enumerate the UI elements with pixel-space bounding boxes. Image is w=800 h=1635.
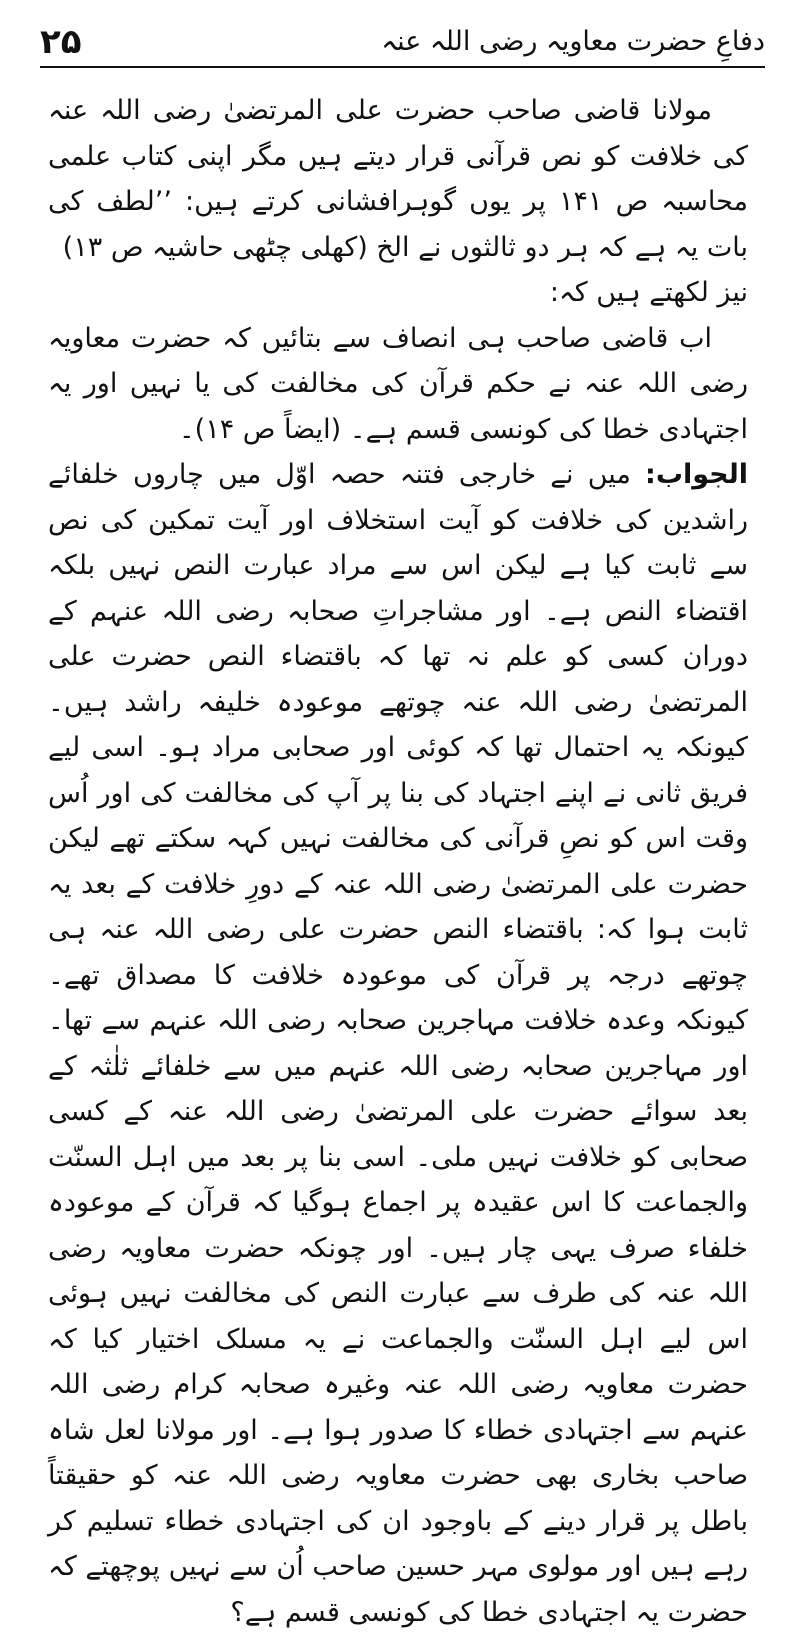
- answer-label: الجواب:: [645, 459, 748, 490]
- running-title: دفاعِ حضرت معاویہ رضی اللہ عنہ: [381, 26, 765, 57]
- page-body: [48, 88, 748, 1628]
- page-number: ۵۲: [40, 22, 82, 62]
- answer-text: میں نے خارجی فتنہ حصہ اوّل میں چاروں خلفائے راشدین کی خلافت کو آیت استخلاف اور آیت تمکین کی نص سے ثابت کیا ہے لیکن اس سے مراد عبارت النص نہیں بلکہ اقتضاء النص ہے۔ اور مشاجراتِ صحابہ رضی اللہ عنہم کے دوران کسی کو علم نہ تھا کہ باقتضاء النص حضرت علی المرتضیٰ رضی اللہ عنہ چوتھے موعودہ خلیفہ راشد ہیں۔ کیونکہ یہ احتمال تھا کہ کوئی اور صحابی مراد ہو۔ اسی لیے فریق ثانی نے اپنے اجتہاد کی بنا پر آپ کی مخالفت کی اور اُس وقت اس کو نصِ قرآنی کی مخالفت نہیں کہہ سکتے تھے لیکن حضرت علی المرتضیٰ رضی اللہ عنہ کے دورِ خلافت کے بعد یہ ثابت ہوا کہ: باقتضاء النص حضرت علی رضی اللہ عنہ ہی چوتھے درجہ پر قرآن کی موعودہ خلافت کا مصداق تھے۔ کیونکہ وعدہ خلافت مہاجرین صحابہ رضی اللہ عنہم سے تھا۔ اور مہاجرین صحابہ رضی اللہ عنہم میں سے خلفائے ثلٰثہ کے بعد سوائے حضرت علی المرتضیٰ رضی اللہ عنہ کے کسی صحابی کو خلافت نہیں ملی۔ اسی بنا پر بعد میں اہل السنّت والجماعت کا اس عقیدہ پر اجماع ہوگیا کہ قرآن کے موعودہ خلفاء صرف یہی چار ہیں۔ اور چونکہ حضرت معاویہ رضی اللہ عنہ کی طرف سے عبارت النص کی مخالفت نہیں ہوئی اس لیے اہل السنّت والجماعت نے یہ مسلک اختیار کیا کہ حضرت معاویہ رضی اللہ عنہ وغیرہ صحابہ کرام رضی اللہ عنہم سے اجتہادی خطاء کا صدور ہوا ہے۔ اور مولانا لعل شاہ صاحب بخاری بھی حضرت معاویہ رضی اللہ عنہ کو حقیقتاً باطل پر قرار دینے کے باوجود ان کی اجتہادی خطاء تسلیم کر رہے ہیں اور مولوی مہر حسین صاحب اُن سے نہیں پوچھتے کہ حضرت یہ اجتہادی خطا کی کونسی قسم ہے؟: [48, 459, 748, 1628]
- paragraph-1: مولانا قاضی صاحب حضرت علی المرتضیٰ رضی اللہ عنہ کی خلافت کو نص قرآنی قرار دیتے ہیں مگر اپنی کتاب علمی محاسبہ ص ۱۴۱ پر یوں گوہرافشانی کرتے ہیں: ’’لطف کی بات یہ ہے کہ ہر دو ثالثوں نے الخ (کھلی چٹھی حاشیہ ص ۱۳): [48, 95, 748, 263]
- paragraph-2: نیز لکھتے ہیں کہ:: [549, 277, 748, 308]
- page-header: [40, 18, 765, 64]
- header-divider: [40, 66, 765, 68]
- paragraph-3: اب قاضی صاحب ہی انصاف سے بتائیں کہ حضرت معاویہ رضی اللہ عنہ نے حکم قرآن کی مخالفت کی یا نہیں اور یہ اجتہادی خطا کی کونسی قسم ہے۔ (ایضاً ص ۱۴)۔: [48, 322, 748, 445]
- paragraph-4: [48, 452, 748, 1635]
